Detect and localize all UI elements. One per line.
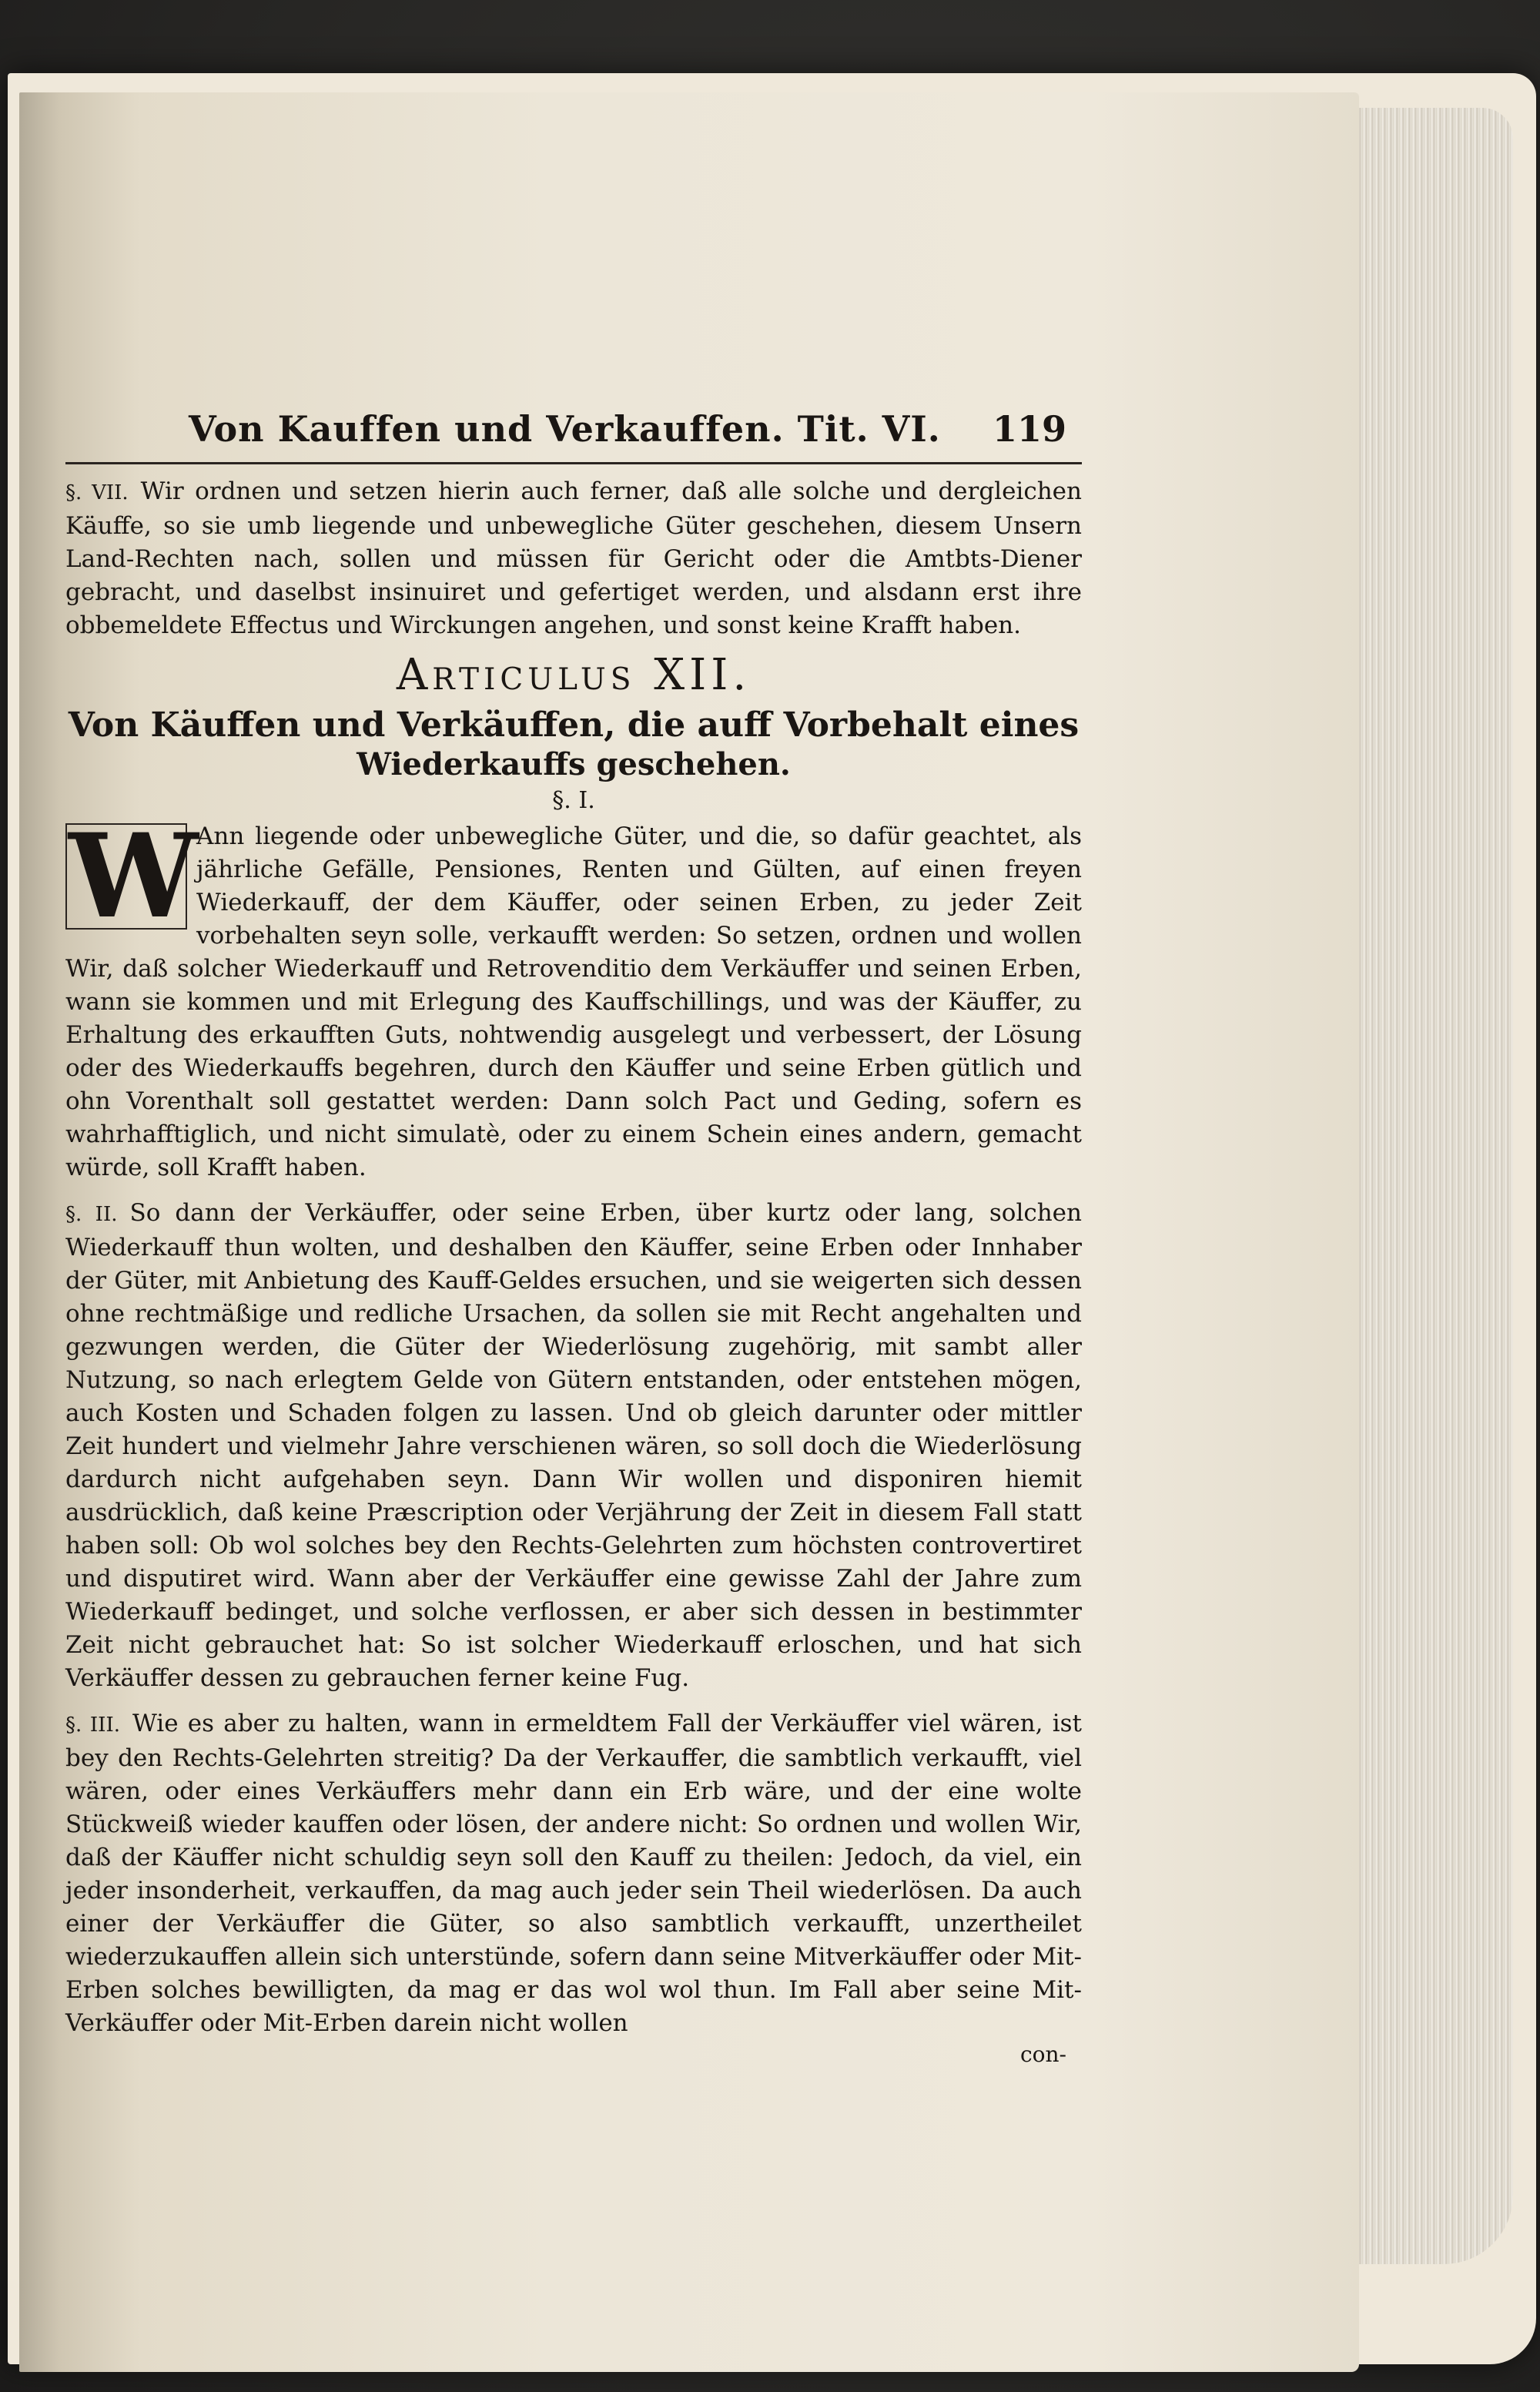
section-number: §. VII. (65, 481, 129, 504)
catchword: con- (1019, 2042, 1066, 2067)
page-header (65, 408, 1082, 464)
section-ii (65, 1197, 1082, 1695)
page-edges (1344, 108, 1513, 2264)
section-number: §. III. (65, 1714, 120, 1737)
running-title: Von Kauffen und Verkauffen. Tit. VI. (189, 408, 941, 450)
section-iii (65, 1707, 1082, 2040)
text-block (65, 408, 1082, 2195)
drop-cap: W (65, 823, 187, 930)
section-i (65, 809, 1082, 1184)
section-text: Ann liegende oder unbewegliche Güter, und die, so dafür geachtet, als jährliche Gefälle, Pensiones, Renten und Gülten, auf einen freyen Wiederkauff, der dem Käuffer, oder seinen Erben, zu jeder Zeit vorbehalten seyn solle, verkaufft werden: So setzen, ordnen und wollen Wir, daß solcher Wiederkauff und Retrovenditio dem Verkäuffer und seinen Erben, wann sie kommen und mit Erlegung des Kauffschillings, und was der Käuffer, zu Erhaltung des erkaufften Guts, nohtwendig ausgelegt und verbessert, der Lösung oder des Wiederkauffs begehren, durch den Käuffer und seine Erben gütlich und ohn Vorenthalt soll gestattet werden: Dann solch Pact und Geding, sofern es wahrhafftiglich, und nicht simulatè, oder zu einem Schein eines andern, gemacht würde, soll Krafft haben. (65, 822, 1082, 1181)
article-title-line2: Wiederkauffs geschehen. (357, 746, 791, 782)
section-text: Wie es aber zu halten, wann in ermeldtem Fall der Verkäuffer viel wären, ist bey den Rechts-Gelehrten streitig? Da der Verkauffer, die sambtlich verkaufft, viel wären, oder eines Verkäuffers mehr dann ein Erb wäre, und der eine wolte Stückweiß wieder kauffen oder lösen, der andere nicht: So ordnen und wollen Wir, daß der Käuffer nicht schuldig seyn soll den Kauff zu theilen: Jedoch, da viel, ein jeder insonderheit, verkauffen, da mag auch jeder sein Theil wiederlösen. Da auch einer der Verkäuffer die Güter, so also sambtlich verkaufft, unzertheilet wiederzukauffen allein sich unterstünde, sofern dann seine Mitverkäuffer oder Mit-Erben solches bewilligten, da mag er das wol wol thun. Im Fall aber seine Mit-Verkäuffer oder Mit-Erben darein nicht wollen (65, 1710, 1083, 2037)
section-vii (65, 475, 1082, 642)
section-text: Wir ordnen und setzen hierin auch ferner, daß alle solche und dergleichen Käuffe, so sie umb liegende und unbewegliche Güter geschehen, diesem Unsern Land-Rechten nach, sollen und müssen für Gericht oder die Amtbts-Diener gebracht, und daselbst insinuiret und gefertiget werden, und alsdann erst ihre obbemeldete Effectus und Wirckungen angehen, und sonst keine Krafft haben. (65, 477, 1082, 639)
section-number: §. II. (65, 1203, 118, 1226)
page-number: 119 (992, 408, 1066, 450)
section-number: §. I. (552, 787, 595, 814)
section-text: So dann der Verkäuffer, oder seine Erben, über kurtz oder lang, solchen Wiederkauff thun wolten, und deshalben den Käuffer, seine Erben oder Innhaber der Güter, mit Anbietung des Kauff-Geldes ersuchen, und sie weigerten sich dessen ohne rechtmäßige und redliche Ursachen, da sollen sie mit Recht angehalten und gezwungen werden, die Güter der Wiederlösung zugehörig, mit sambt aller Nutzung, so nach erlegtem Gelde von Gütern entstanden, oder entstehen mögen, auch Kosten und Schaden folgen zu lassen. Und ob gleich darunter oder mittler Zeit hundert und vielmehr Jahre verschienen wären, so soll doch die Wiederlösung dardurch nicht aufgehaben seyn. Dann Wir wollen und disponiren hiemit ausdrücklich, daß keine Præscription oder Verjährung der Zeit in diesem Fall statt haben soll: Ob wol solches bey den Rechts-Gelehrten zum höchsten controvertiret und disputiret wird. Wann aber der Verkäuffer eine gewisse Zahl der Jahre zum Wiederkauff bedinget, und solche verflossen, er aber sich dessen in bestimmter Zeit nicht gebrauchet hat: So ist solcher Wiederkauff erloschen, und hat sich Verkäuffer dessen zu gebrauchen ferner keine Fug. (65, 1199, 1082, 1692)
article-title-line1: Von Käuffen und Verkäuffen, die auff Vorbehalt eines (68, 705, 1080, 745)
article-heading: Articulus XII. (396, 650, 752, 700)
book-page (19, 92, 1359, 2372)
